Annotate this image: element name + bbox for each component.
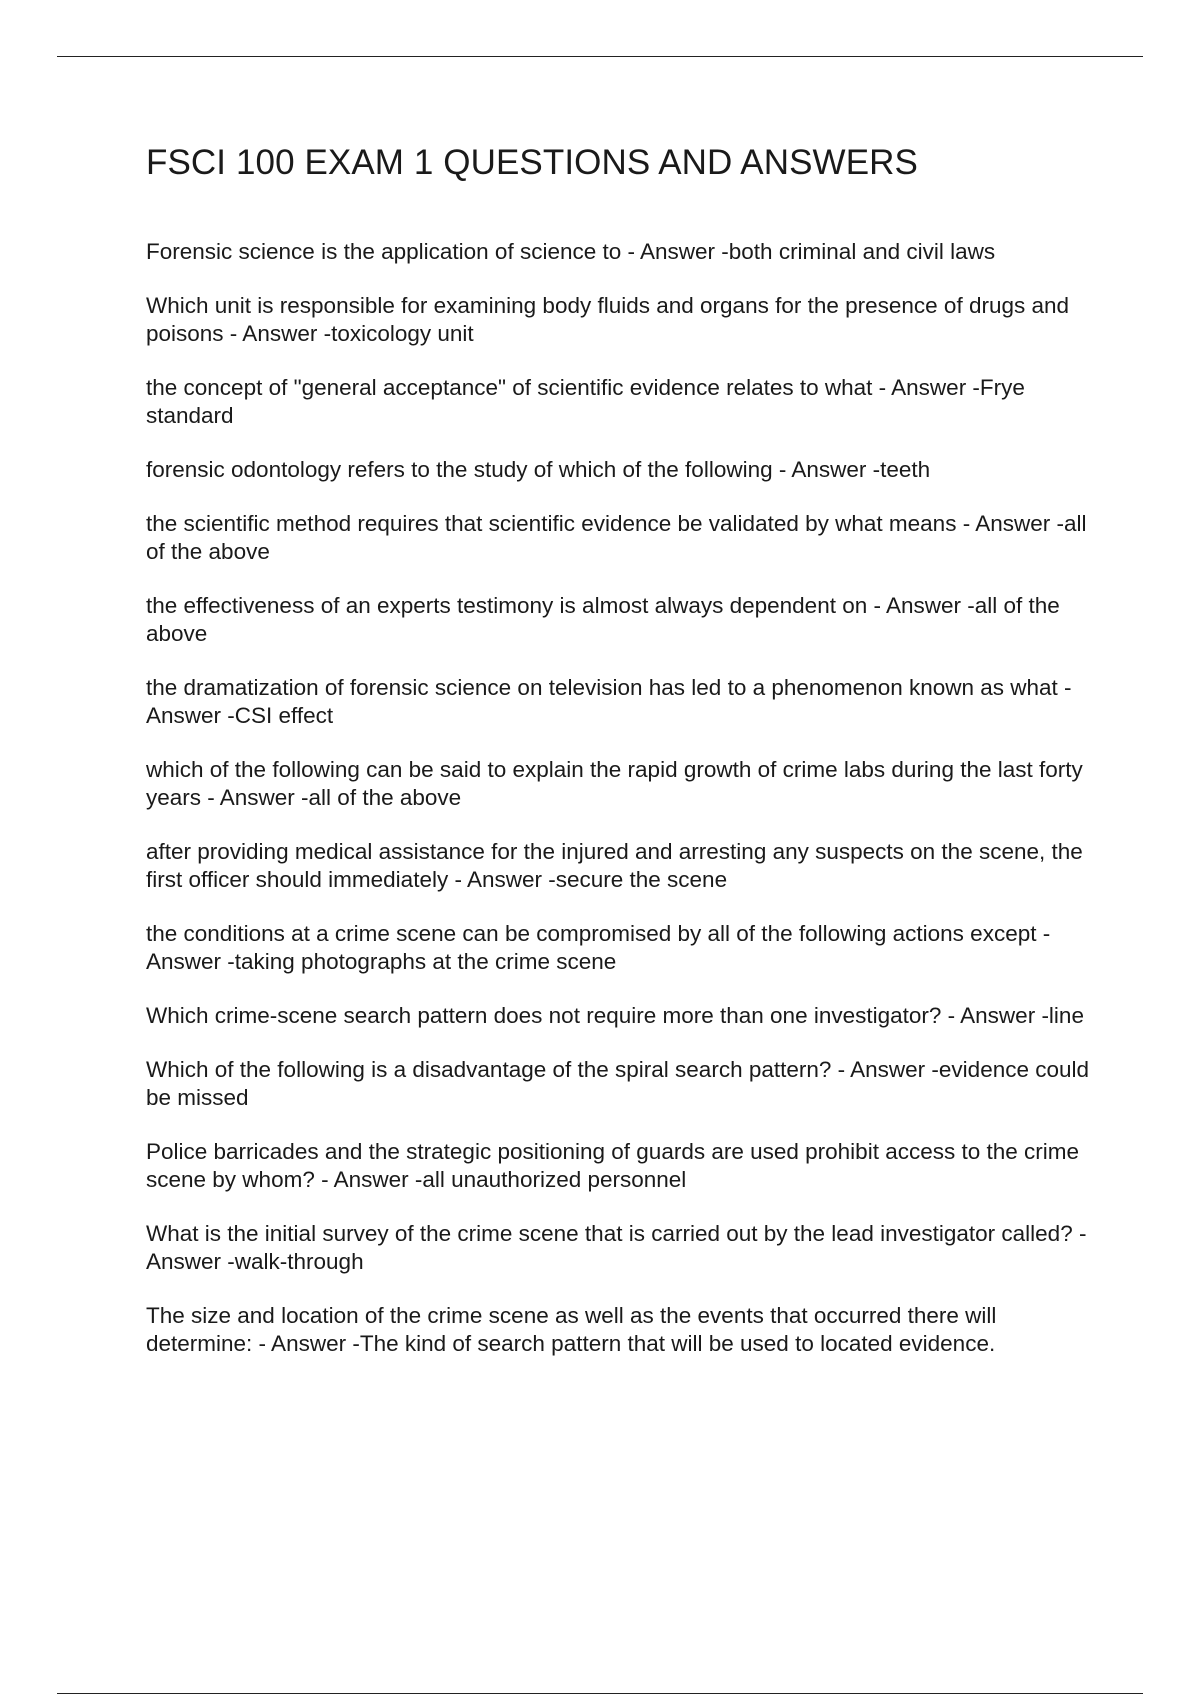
qa-item: Which unit is responsible for examining body fluids and organs for the presence of drugs and poisons - Answer -toxicology unit: [146, 293, 1070, 346]
qa-item: Which crime-scene search pattern does not require more than one investigator? - Answer -line: [146, 1003, 1084, 1028]
qa-item: The size and location of the crime scene as well as the events that occurred there will determine: - Answer -The kind of search pattern that will be used to located evidence.: [146, 1303, 997, 1356]
top-rule: [57, 56, 1143, 57]
qa-item: Forensic science is the application of science to - Answer -both criminal and civil laws: [146, 239, 996, 264]
qa-item: the dramatization of forensic science on television has led to a phenomenon known as what - Answer -CSI effect: [146, 675, 1072, 728]
document-body: [146, 140, 1091, 1384]
qa-item: What is the initial survey of the crime scene that is carried out by the lead investigator called? - Answer -walk-through: [146, 1221, 1087, 1274]
qa-item: after providing medical assistance for the injured and arresting any suspects on the scene, the first officer should immediately - Answer -secure the scene: [146, 839, 1083, 892]
bottom-rule: [57, 1693, 1143, 1694]
qa-item: forensic odontology refers to the study of which of the following - Answer -teeth: [146, 457, 931, 482]
document-title: FSCI 100 EXAM 1 QUESTIONS AND ANSWERS: [146, 143, 918, 182]
qa-item: Police barricades and the strategic positioning of guards are used prohibit access to the crime scene by whom? - Answer -all unauthorized personnel: [146, 1139, 1080, 1192]
qa-item: the conditions at a crime scene can be compromised by all of the following actions except - Answer -taking photographs at the crime scene: [146, 921, 1051, 974]
qa-item: Which of the following is a disadvantage of the spiral search pattern? - Answer -evidence could be missed: [146, 1057, 1090, 1110]
qa-item: the effectiveness of an experts testimony is almost always dependent on - Answer -all of the above: [146, 593, 1060, 646]
qa-item: which of the following can be said to explain the rapid growth of crime labs during the last forty years - Answer -all of the above: [146, 757, 1083, 810]
qa-item: the scientific method requires that scientific evidence be validated by what means - Answer -all of the above: [146, 511, 1087, 564]
qa-item: the concept of "general acceptance" of scientific evidence relates to what - Answer -Frye standard: [146, 375, 1025, 428]
qa-list: [146, 238, 1091, 1358]
